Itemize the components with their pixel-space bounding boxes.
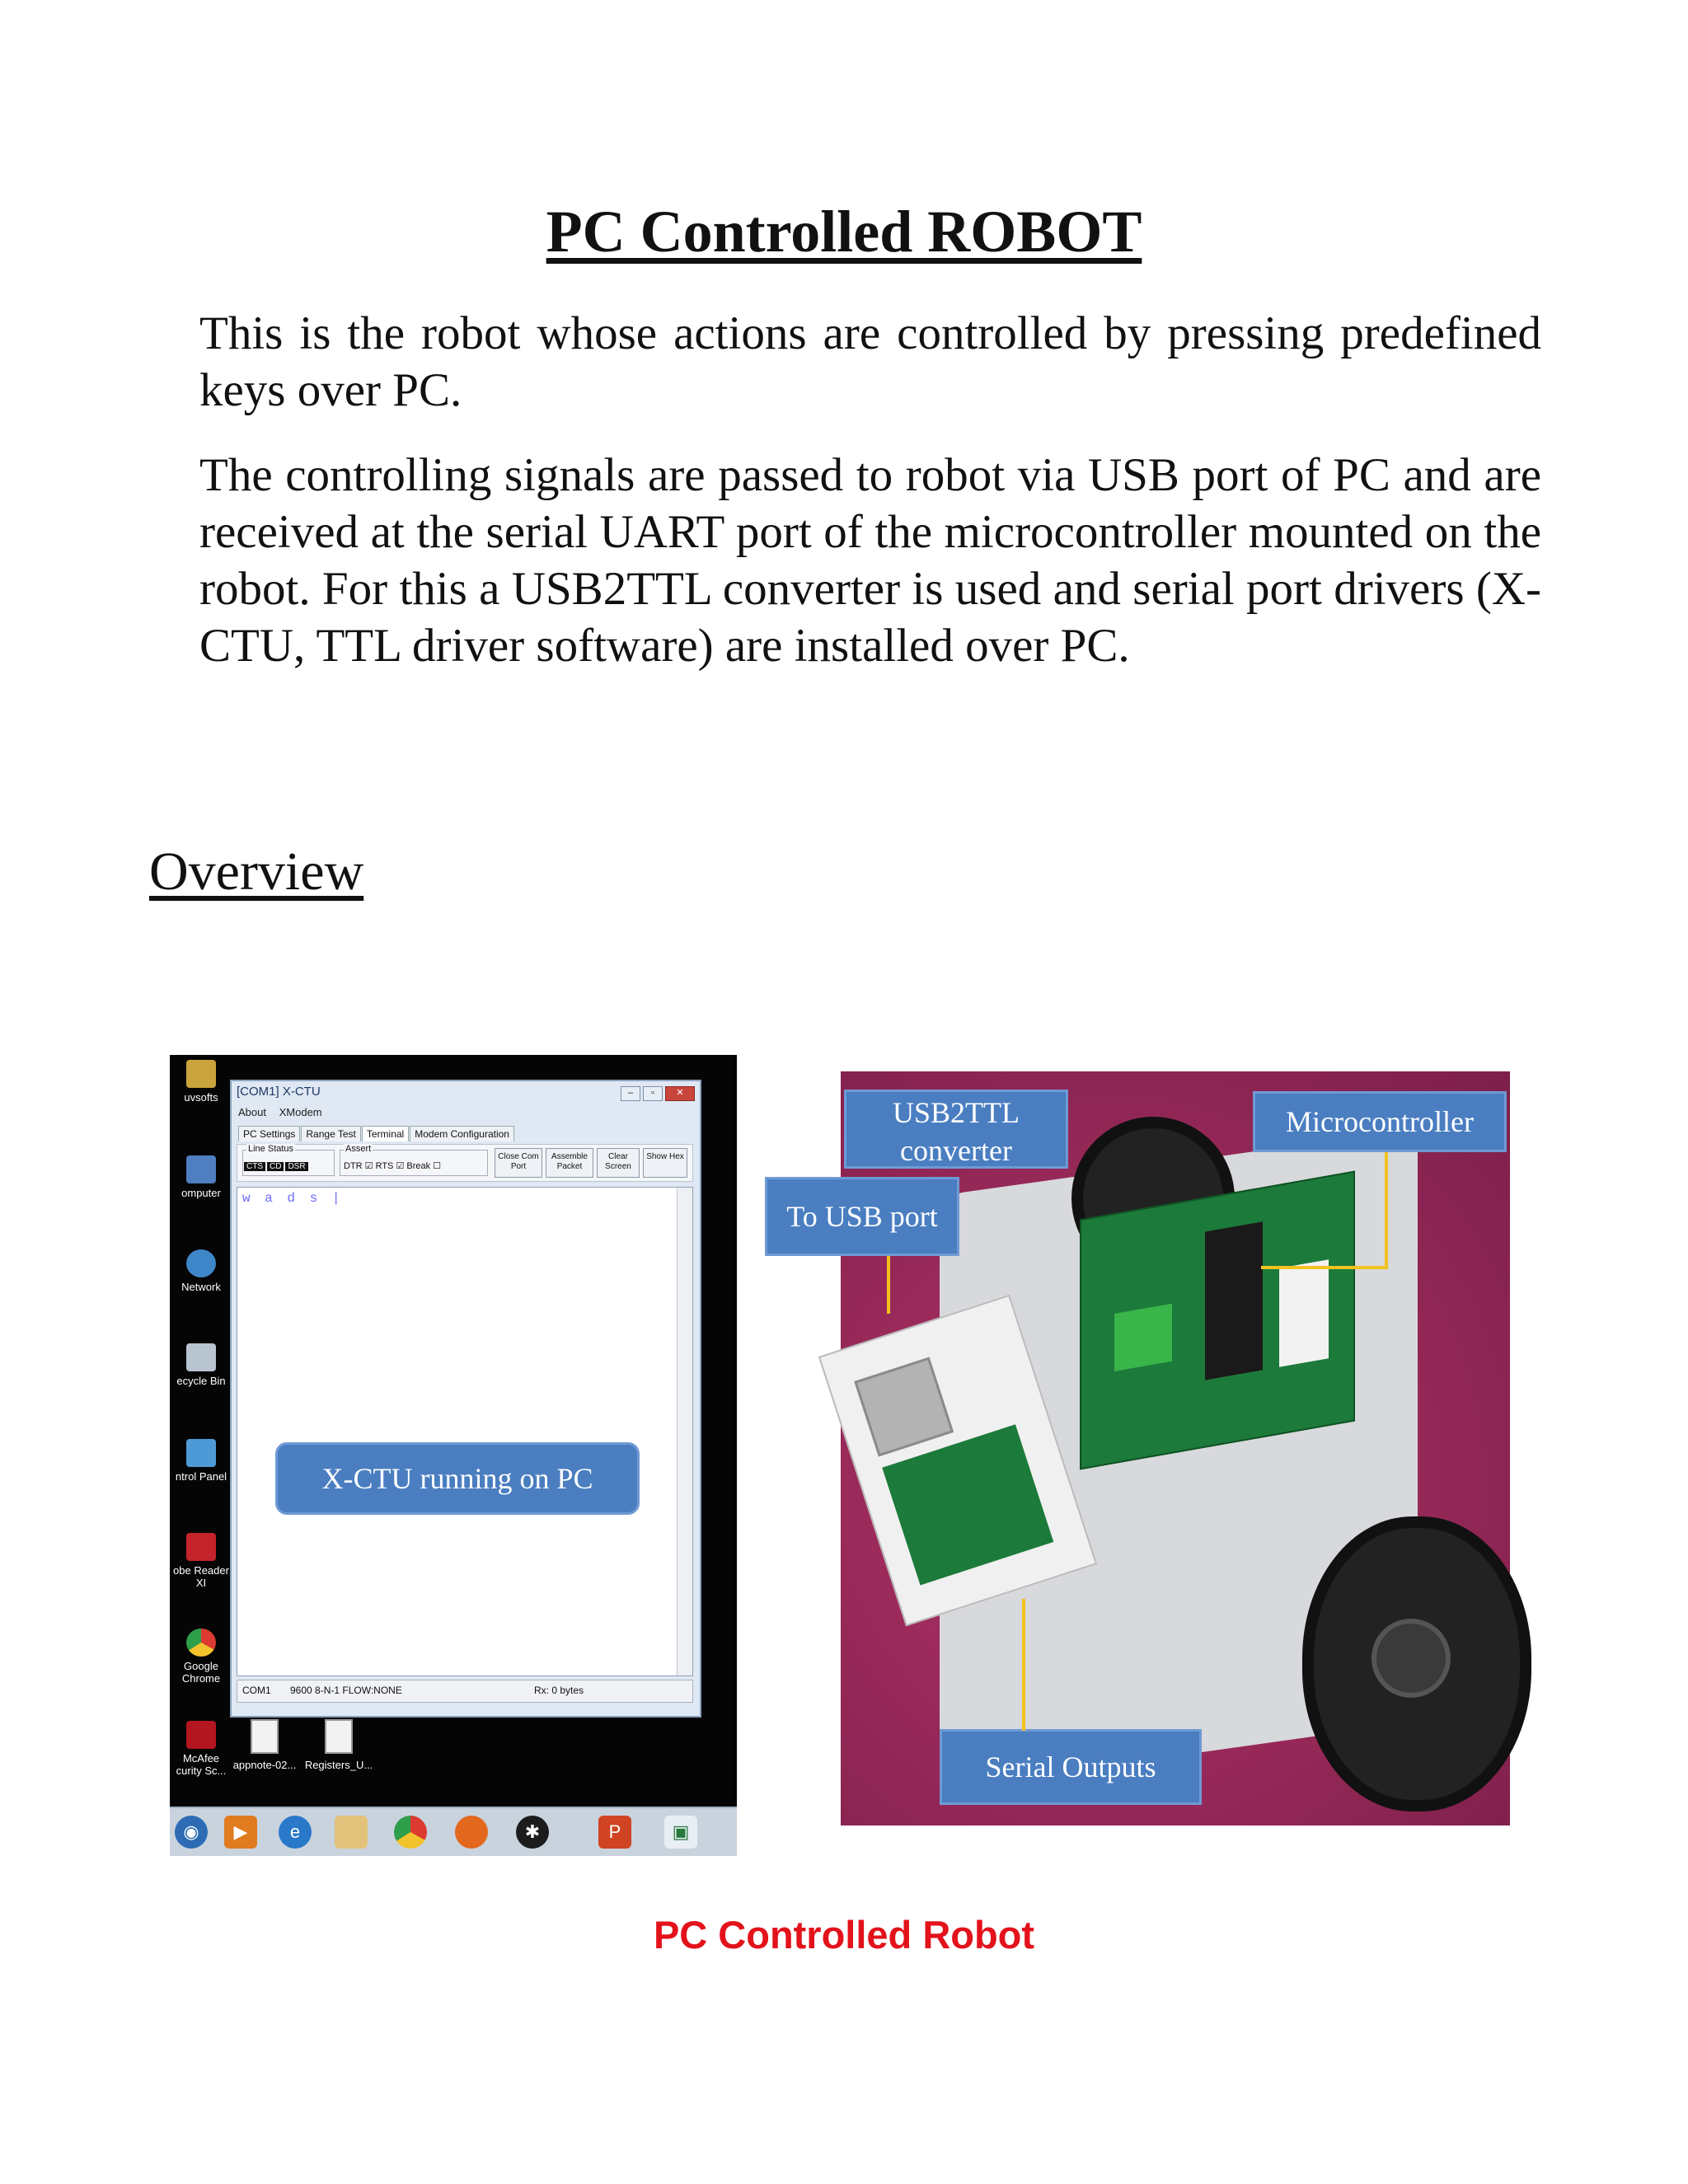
maximize-icon[interactable]: ▫: [643, 1086, 663, 1101]
dsr-indicator: DSR: [285, 1162, 307, 1171]
line-status-group: Line Status CTS CD DSR: [242, 1150, 335, 1176]
document-icon: [251, 1719, 279, 1754]
firefox-icon[interactable]: [455, 1816, 488, 1849]
desktop-icon-uvsofts: uvsofts: [170, 1060, 232, 1104]
xctu-callout: X-CTU running on PC: [275, 1442, 640, 1515]
tab-terminal[interactable]: Terminal: [362, 1126, 409, 1141]
microcontroller-leader-line: [1261, 1266, 1388, 1269]
terminal-area[interactable]: [237, 1187, 693, 1676]
serial-outputs-leader-line: [1022, 1599, 1025, 1731]
desktop-icon-network: Network: [170, 1249, 232, 1293]
tab-range-test[interactable]: Range Test: [301, 1126, 361, 1141]
media-player-icon[interactable]: ▶: [224, 1816, 257, 1849]
desktop-icon-recycle-bin: ecycle Bin: [170, 1343, 232, 1387]
usb-port-callout: To USB port: [765, 1177, 959, 1256]
folder-icon[interactable]: [335, 1816, 368, 1849]
window-title: [COM1] X-CTU: [237, 1085, 321, 1099]
folder-icon: [186, 1060, 216, 1088]
robot-photo: [786, 1071, 1510, 1825]
cts-indicator: CTS: [244, 1162, 265, 1171]
close-com-port-button[interactable]: Close Com Port: [495, 1148, 542, 1178]
assert-group: Assert DTR ☑ RTS ☑ Break ☐: [340, 1150, 488, 1176]
chrome-icon: [186, 1629, 216, 1657]
document-icon: [325, 1719, 353, 1754]
serial-outputs-callout: Serial Outputs: [940, 1729, 1202, 1805]
start-orb-icon[interactable]: ◉: [175, 1816, 208, 1849]
menu-xmodem[interactable]: XModem: [279, 1106, 322, 1118]
assert-checkboxes[interactable]: DTR ☑ RTS ☑ Break ☐: [344, 1161, 442, 1171]
desktop-file-registers: Registers_U...: [293, 1719, 384, 1771]
desktop-icon-control-panel: ntrol Panel: [170, 1439, 232, 1483]
control-panel-icon: [186, 1439, 216, 1467]
clear-screen-button[interactable]: Clear Screen: [597, 1148, 640, 1178]
network-icon: [186, 1249, 216, 1277]
tab-pc-settings[interactable]: PC Settings: [238, 1126, 300, 1141]
status-port: COM1: [242, 1685, 271, 1696]
microcontroller-leader-line: [1385, 1152, 1388, 1268]
terminal-toolbar: [237, 1144, 693, 1182]
desktop-icon-adobe-reader: obe Reader XI: [170, 1533, 232, 1589]
desktop-icon-computer: omputer: [170, 1155, 232, 1199]
powerpoint-icon[interactable]: P: [598, 1816, 631, 1849]
description-paragraph: The controlling signals are passed to robot via USB port of PC and are received at the serial UART port of the microcontroller mounted on the robot. For this a USB2TTL converter is used and serial port drivers (X-CTU, TTL driver software) are installed over PC.: [199, 449, 1541, 672]
intro-paragraph: This is the robot whose actions are controlled by pressing predefined keys over PC.: [199, 307, 1541, 416]
mcafee-icon: [186, 1721, 216, 1749]
internet-explorer-icon[interactable]: e: [279, 1816, 312, 1849]
overview-heading: Overview: [149, 841, 364, 902]
minimize-icon[interactable]: –: [621, 1086, 640, 1101]
ic-chip: [1205, 1221, 1263, 1380]
usb2ttl-callout: USB2TTL converter: [844, 1090, 1068, 1169]
microcontroller-callout: Microcontroller: [1253, 1091, 1507, 1152]
converter-pcb: [882, 1424, 1053, 1585]
bug-icon[interactable]: ✱: [516, 1816, 549, 1849]
recycle-bin-icon: [186, 1343, 216, 1371]
xctu-window: [230, 1080, 701, 1718]
taskbar: [170, 1807, 737, 1856]
microcontroller-board: [1080, 1171, 1355, 1470]
status-settings: 9600 8-N-1 FLOW:NONE: [290, 1685, 402, 1696]
desktop-icon-mcafee: McAfee curity Sc...: [170, 1721, 232, 1777]
terminal-block: [1114, 1304, 1172, 1371]
figure-caption: PC Controlled Robot: [653, 1913, 1035, 1957]
header-pins: [1279, 1259, 1329, 1367]
adobe-reader-icon: [186, 1533, 216, 1561]
cd-indicator: CD: [267, 1162, 284, 1171]
menu-about[interactable]: About: [238, 1106, 266, 1118]
status-bar: [237, 1680, 693, 1703]
status-rx: Rx: 0 bytes: [534, 1685, 584, 1696]
x-ctu-icon[interactable]: ▣: [664, 1816, 697, 1849]
assemble-packet-button[interactable]: Assemble Packet: [546, 1148, 593, 1178]
show-hex-button[interactable]: Show Hex: [643, 1148, 687, 1178]
chrome-icon[interactable]: [394, 1816, 427, 1849]
terminal-text: w a d s |: [242, 1191, 344, 1206]
computer-icon: [186, 1155, 216, 1183]
menu-bar: [238, 1106, 332, 1118]
page-title: PC Controlled ROBOT: [546, 199, 1142, 265]
terminal-scrollbar[interactable]: [677, 1188, 692, 1675]
tab-bar: [238, 1126, 515, 1141]
close-icon[interactable]: ✕: [665, 1086, 695, 1101]
front-wheel: [1302, 1516, 1531, 1811]
desktop-icon-google-chrome: Google Chrome: [170, 1629, 232, 1685]
wheel-hub: [1372, 1619, 1451, 1698]
tab-modem-configuration[interactable]: Modem Configuration: [410, 1126, 514, 1141]
desktop-file-appnote: appnote-02...: [219, 1719, 310, 1771]
xctu-desktop-screenshot: [170, 1055, 737, 1854]
usb-port-leader-line: [887, 1256, 890, 1314]
usb-connector: [854, 1357, 954, 1457]
